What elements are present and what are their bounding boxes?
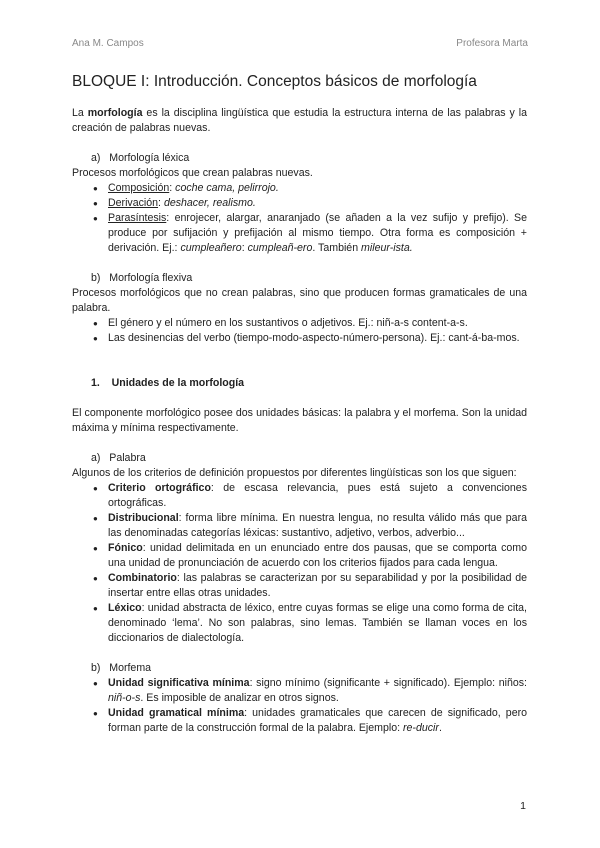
section-1-heading: 1. Unidades de la morfología [91,377,245,389]
header-author: Ana M. Campos [72,38,144,49]
list-item: ● Criterio ortográfico: de escasa relevancia, pues está sujeto a convenciones ortográficas. [72,481,527,511]
list-item: ● Parasíntesis: enrojecer, alargar, anaranjado (se añaden a la vez sufijo y prefijo). Se produce por sufijación y prefijación al mismo tiempo. Otra forma es composición + derivación. Ej.: cumpleañero: cumpleañ-ero. También mileur-ista. [72,211,527,256]
list-item: ● Distribucional: forma libre mínima. En nuestra lengua, no resulta válido más que para las denominadas categorías léxicas: sustantivo, adjetivo, verbos, adverbio... [72,511,527,541]
section-a-desc: Procesos morfológicos que crean palabras nuevas. [72,167,313,179]
list-item: ● El género y el número en los sustantivos o adjetivos. Ej.: niñ-a-s content-a-s. [72,316,527,331]
list-item: ● Derivación: deshacer, realismo. [72,196,527,211]
list-item: ● Fónico: unidad delimitada en un enunciado entre dos pausas, que se comporta como una unidad de pronunciación de acuerdo con los criterios fijados para cada lengua. [72,541,527,571]
section-1-intro: El componente morfológico posee dos unidades básicas: la palabra y el morfema. Son la unidad máxima y mínima respectivamente. [72,407,527,434]
intro-paragraph: La morfología es la disciplina lingüística que estudia la estructura interna de las palabras y la creación de palabras nuevas. [72,107,528,134]
page-number: 1 [520,800,526,812]
document-body [72,72,527,736]
list-item: ● Composición: coche cama, pelirrojo. [72,181,527,196]
section-b-desc: Procesos morfológicos que no crean palabras, sino que producen formas gramaticales de una palabra. [72,287,527,314]
list-item: ● Unidad significativa mínima: signo mínimo (significante + significado). Ejemplo: niños: niñ-o-s. Es imposible de analizar en otros signos. [72,676,527,706]
list-item: ● Léxico: unidad abstracta de léxico, entre cuyas formas se elige una como forma de cita, denominado ‘lema’. No son palabras, sino lemas. También se llaman voces en los diccionarios de dialectología. [72,601,527,646]
list-item: ● Las desinencias del verbo (tiempo-modo-aspecto-número-persona). Ej.: cant-á-ba-mos. [72,331,527,346]
morfema-heading: b) Morfema [91,662,152,674]
criteria-list [72,481,527,646]
header-teacher: Profesora Marta [456,38,528,49]
flexive-list [72,316,527,346]
palabra-heading: a) Palabra [91,452,146,464]
morfema-list [72,676,527,736]
section-b-heading: b) Morfología flexiva [91,272,193,284]
page-title: BLOQUE I: Introducción. Conceptos básicos de morfología [72,73,477,90]
list-item: ● Unidad gramatical mínima: unidades gramaticales que carecen de significado, pero forman parte de la construcción formal de la palabra. Ejemplo: re-ducir. [72,706,527,736]
section-a-heading: a) Morfología léxica [91,152,190,164]
list-item: ● Combinatorio: las palabras se caracterizan por su separabilidad y por la posibilidad de insertar entre ellas otras unidades. [72,571,527,601]
lexical-list [72,181,527,256]
palabra-desc: Algunos de los criterios de definición propuestos por diferentes lingüísticas son los que siguen: [72,467,517,479]
